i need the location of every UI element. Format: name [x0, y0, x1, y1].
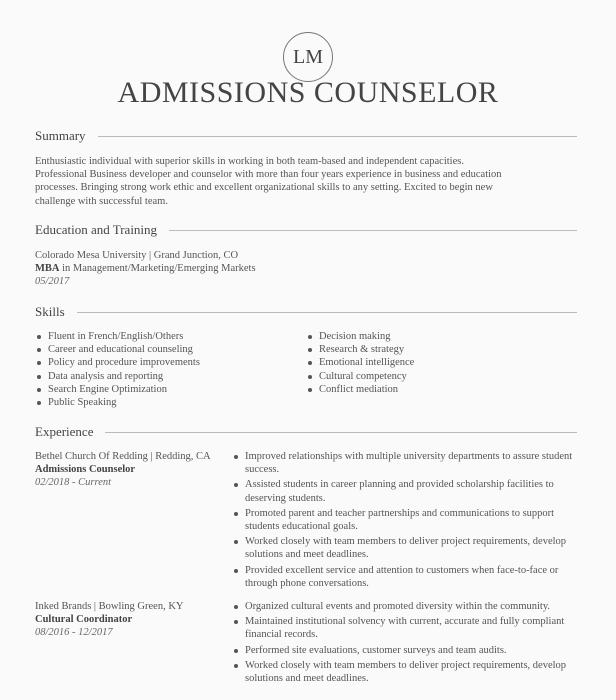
job-dates: 08/2016 - 12/2017	[35, 627, 113, 639]
summary-line: Enthusiastic individual with superior skills in working in both team-based and independent capacities.	[35, 156, 464, 167]
divider	[77, 312, 577, 313]
summary-section	[35, 128, 577, 208]
job-role: Admissions Counselor	[35, 464, 136, 476]
job-bullets	[232, 600, 577, 687]
job-bullet: Provided excellent service and attention to customers when face-to-face or through phone conversations.	[232, 564, 577, 590]
summary-heading	[35, 128, 577, 144]
monogram-text: LM	[293, 45, 323, 68]
education-heading	[35, 222, 577, 238]
summary-line: processes. Bringing strong work ethic and excellent organizational skills to any setting. Excited to begin new	[35, 182, 493, 194]
skill-item: Fluent in French/English/Others	[35, 330, 306, 343]
skill-item: Decision making	[306, 330, 577, 343]
divider	[169, 230, 577, 231]
heading-text: Education and Training	[35, 222, 158, 237]
divider	[105, 432, 577, 433]
skill-item: Conflict mediation	[306, 383, 577, 396]
experience-section	[35, 424, 577, 687]
job-bullet: Worked closely with team members to deliver project requirements, develop solutions and meet deadlines.	[232, 535, 577, 561]
skill-item: Public Speaking	[35, 396, 306, 409]
job-bullet: Assisted students in career planning and provided scholarship facilities to deserving students.	[232, 478, 577, 504]
skill-item: Emotional intelligence	[306, 356, 577, 369]
education-section	[35, 222, 577, 289]
skill-item: Career and educational counseling	[35, 343, 306, 356]
skills-left	[35, 330, 306, 409]
heading-text: Experience	[35, 424, 94, 439]
school: Colorado Mesa University | Grand Junction, CO	[35, 250, 239, 261]
job-bullets	[232, 450, 577, 592]
job-company: Inked Brands | Bowling Green, KY	[35, 601, 184, 613]
skills-right	[306, 330, 577, 409]
summary-line: Professional Business developer and counselor with more than four years experience in business and education	[35, 169, 502, 181]
skills-section	[35, 304, 577, 409]
job-bullet: Organized cultural events and promoted diversity within the community.	[232, 600, 577, 613]
skill-item: Cultural competency	[306, 370, 577, 383]
job-dates: 02/2018 - Current	[35, 477, 112, 489]
job-bullet: Worked closely with team members to deliver project requirements, develop solutions and meet deadlines.	[232, 659, 577, 685]
job-bullet: Maintained institutional solvency with current, accurate and fully compliant financial records.	[232, 615, 577, 641]
job-entry	[35, 450, 577, 592]
skills-heading	[35, 304, 577, 320]
degree: MBA	[35, 263, 60, 275]
divider	[98, 136, 577, 137]
skill-item: Research & strategy	[306, 343, 577, 356]
heading-text: Summary	[35, 128, 86, 143]
summary-line: challenge with successful team.	[35, 195, 168, 207]
degree-line	[35, 262, 577, 275]
job-entry	[35, 600, 577, 687]
job-bullet: Improved relationships with multiple university departments to assure student success.	[232, 450, 577, 476]
job-company: Bethel Church Of Redding | Redding, CA	[35, 451, 211, 462]
heading-text: Skills	[35, 304, 65, 319]
education-date: 05/2017	[35, 276, 70, 288]
job-role: Cultural Coordinator	[35, 614, 133, 626]
skill-item: Data analysis and reporting	[35, 370, 306, 383]
job-bullet: Performed site evaluations, customer surveys and team audits.	[232, 644, 577, 657]
skill-item: Policy and procedure improvements	[35, 356, 306, 369]
field: in Management/Marketing/Emerging Markets	[59, 263, 256, 275]
skill-item: Search Engine Optimization	[35, 383, 306, 396]
job-bullet: Promoted parent and teacher partnerships and communications to support students educational goals.	[232, 507, 577, 533]
resume-title: ADMISSIONS COUNSELOR	[117, 76, 499, 109]
monogram	[283, 32, 333, 82]
summary-text	[35, 155, 577, 208]
experience-heading	[35, 424, 577, 440]
